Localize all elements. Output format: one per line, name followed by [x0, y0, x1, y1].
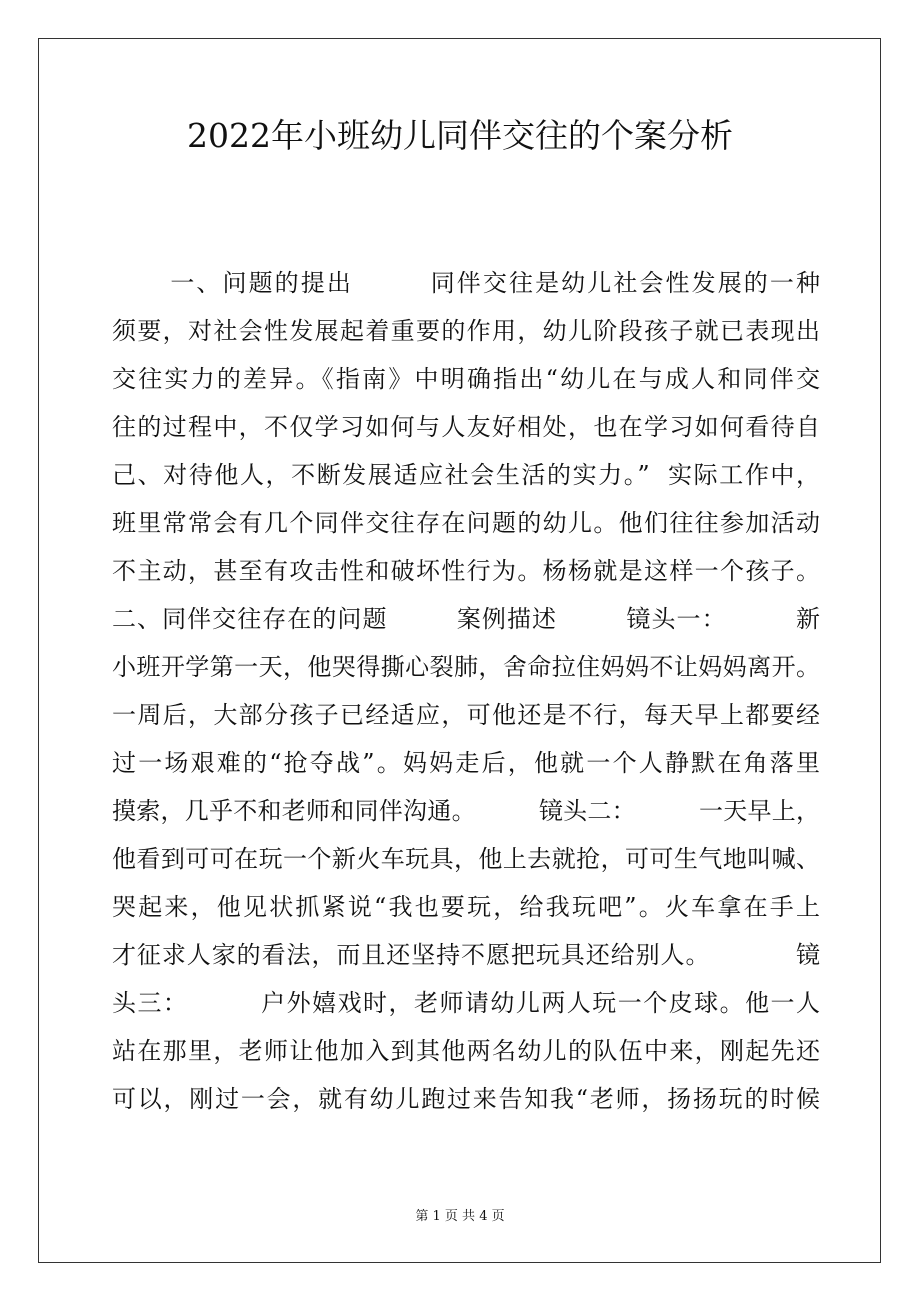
body-line: 班里常常会有几个同伴交往存在问题的幼儿。他们往往参加活动: [112, 509, 820, 537]
body-line: 小班开学第一天，他哭得撕心裂肺，舍命拉住妈妈不让妈妈离开。: [112, 653, 820, 681]
body-line: 己、对待他人，不断发展适应社会生活的实力。” 实际工作中，: [112, 461, 820, 489]
body-line: 往的过程中，不仅学习如何与人友好相处，也在学习如何看待自: [112, 413, 820, 441]
body-line: 交往实力的差异。《指南》中明确指出“幼儿在与成人和同伴交: [112, 365, 820, 393]
body-line: 才征求人家的看法，而且还坚持不愿把玩具还给别人。 镜: [112, 941, 820, 969]
body-line: 他看到可可在玩一个新火车玩具，他上去就抢，可可生气地叫喊、: [112, 845, 820, 873]
body-line: 哭起来，他见状抓紧说“我也要玩，给我玩吧”。火车拿在手上: [112, 893, 820, 921]
body-line: 可以，刚过一会，就有幼儿跑过来告知我“老师，扬扬玩的时候: [112, 1085, 820, 1113]
document-title: 2022年小班幼儿同伴交往的个案分析: [187, 116, 733, 155]
body-line: 一、问题的提出 同伴交往是幼儿社会性发展的一种: [112, 269, 820, 297]
page-number: 第 1 页 共 4 页: [415, 1209, 505, 1224]
body-line: 不主动，甚至有攻击性和破坏性行为。杨杨就是这样一个孩子。: [112, 557, 820, 585]
body-line: 过一场艰难的“抢夺战”。妈妈走后，他就一个人静默在角落里: [112, 749, 820, 777]
body-line: 摸索，几乎不和老师和同伴沟通。 镜头二： 一天早上，: [112, 797, 820, 825]
body-line: 头三： 户外嬉戏时，老师请幼儿两人玩一个皮球。他一人: [112, 989, 820, 1017]
body-line: 二、同伴交往存在的问题 案例描述 镜头一： 新: [112, 605, 820, 633]
body-line: 一周后，大部分孩子已经适应，可他还是不行，每天早上都要经: [112, 701, 820, 729]
body-line: 须要，对社会性发展起着重要的作用，幼儿阶段孩子就已表现出: [112, 317, 820, 345]
body-line: 站在那里，老师让他加入到其他两名幼儿的队伍中来，刚起先还: [112, 1037, 820, 1065]
